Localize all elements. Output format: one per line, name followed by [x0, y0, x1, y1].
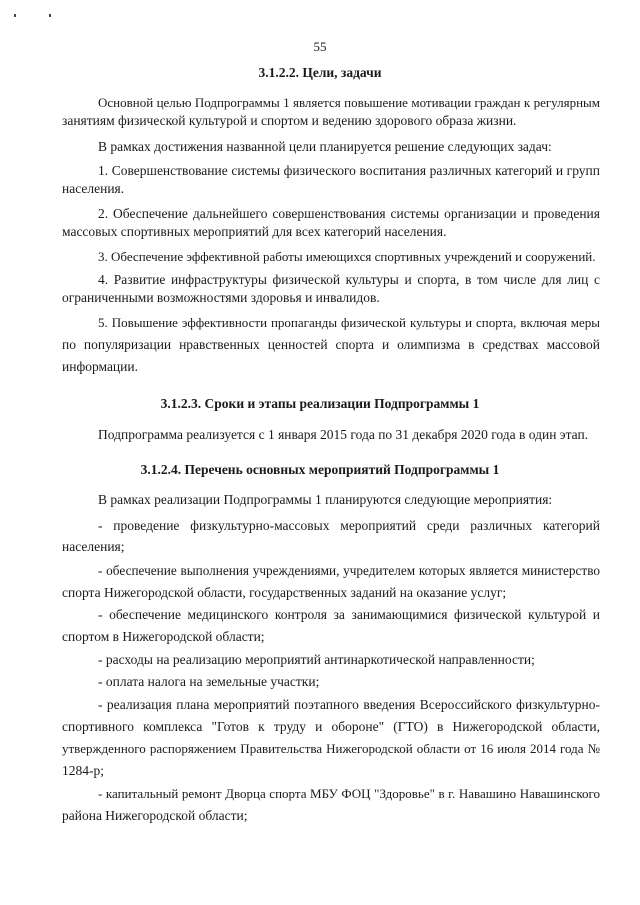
- task-1-line: 1. Совершенствование системы физического воспитания различных категорий и групп: [98, 163, 600, 178]
- measure-3-line: спортом в Нижегородской области;: [62, 629, 265, 644]
- task-3: 3. Обеспечение эффективной работы имеющихся спортивных учреждений и сооружений.: [98, 249, 596, 264]
- task-4-line: ограниченными возможностями здоровья и инвалидов.: [62, 290, 380, 305]
- measure-3-line: - обеспечение медицинского контроля за занимающимися физической культурой и: [98, 607, 600, 622]
- goal-paragraph-line: занятиям физической культурой и спортом и ведению здорового образа жизни.: [62, 113, 517, 128]
- task-4-line: 4. Развитие инфраструктуры физической культуры и спорта, в том числе для лиц с: [98, 272, 600, 287]
- tasks-intro: В рамках достижения названной цели планируется решение следующих задач:: [98, 139, 552, 154]
- section-heading-goals: 3.1.2.2. Цели, задачи: [258, 65, 382, 80]
- measures-intro: В рамках реализации Подпрограммы 1 планируются следующие мероприятия:: [98, 492, 553, 507]
- measure-6-line: 1284-р;: [62, 763, 104, 778]
- measure-2-line: спорта Нижегородской области, государственных заданий на оказание услуг;: [62, 585, 507, 600]
- section-heading-measures: 3.1.2.4. Перечень основных мероприятий Подпрограммы 1: [140, 462, 500, 477]
- goal-paragraph-line: Основной целью Подпрограммы 1 является повышение мотивации граждан к регулярным: [98, 95, 600, 110]
- measure-1-line: населения;: [62, 539, 125, 554]
- task-5-line: по популяризации нравственных ценностей спорта и олимпизма в средствах массовой: [62, 337, 600, 352]
- task-2-line: 2. Обеспечение дальнейшего совершенствования системы организации и проведения: [98, 206, 600, 221]
- measure-7-line: района Нижегородской области;: [62, 808, 248, 823]
- task-5-line: 5. Повышение эффективности пропаганды физической культуры и спорта, включая меры: [98, 315, 600, 330]
- measure-6-line: - реализация плана мероприятий поэтапного введения Всероссийского физкультурно-: [98, 697, 600, 712]
- measure-7-line: - капитальный ремонт Дворца спорта МБУ ФОЦ "Здоровье" в г. Навашино Навашинского: [98, 786, 600, 801]
- page-number: 55: [313, 39, 327, 54]
- measure-6-line: спортивного комплекса "Готов к труду и обороне" (ГТО) в Нижегородской области,: [62, 719, 600, 734]
- measure-4: - расходы на реализацию мероприятий антинаркотической направленности;: [98, 652, 535, 667]
- task-2-line: массовых спортивных мероприятий для всех категорий населения.: [62, 224, 447, 239]
- measure-5: - оплата налога на земельные участки;: [98, 674, 320, 689]
- scan-speck: [14, 14, 16, 17]
- measure-6-line: утвержденного распоряжением Правительства Нижегородской области от 16 июля 2014 года №: [62, 741, 600, 756]
- section-heading-terms: 3.1.2.3. Сроки и этапы реализации Подпрограммы 1: [160, 396, 480, 411]
- measure-1-line: - проведение физкультурно-массовых мероприятий среди различных категорий: [98, 518, 600, 533]
- measure-2-line: - обеспечение выполнения учреждениями, учредителем которых является министерство: [98, 563, 600, 578]
- terms-text: Подпрограмма реализуется с 1 января 2015 года по 31 декабря 2020 года в один этап.: [98, 427, 589, 442]
- task-1-line: населения.: [62, 181, 125, 196]
- scan-speck: [49, 14, 51, 17]
- task-5-line: информации.: [62, 359, 138, 374]
